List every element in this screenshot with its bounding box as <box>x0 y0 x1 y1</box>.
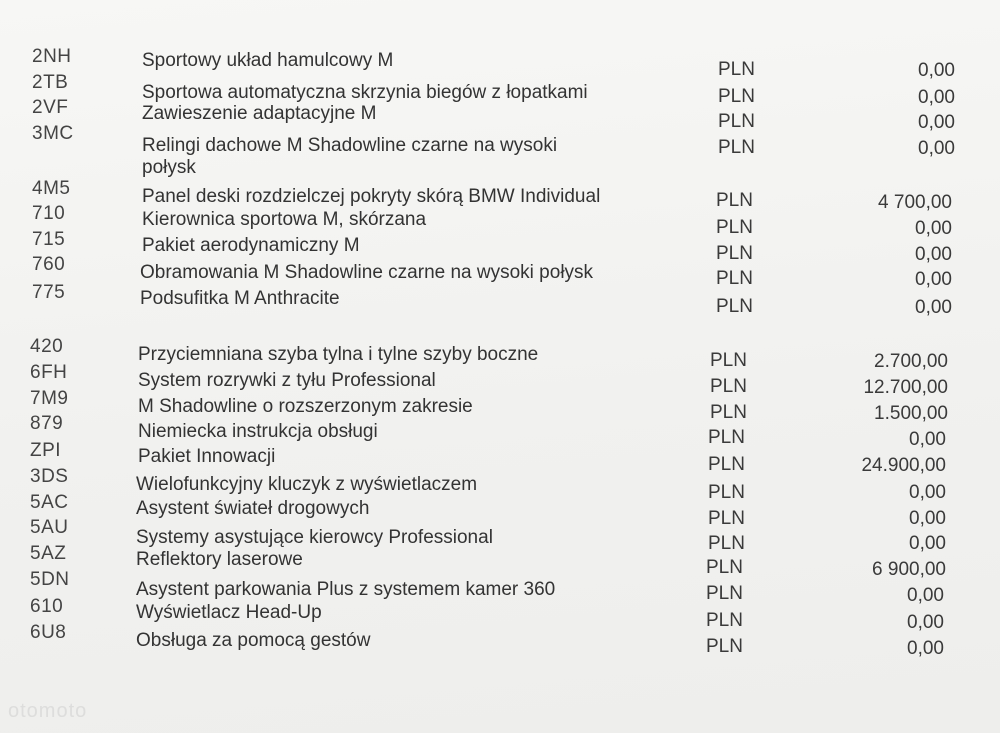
option-code: 2TB <box>32 72 69 93</box>
option-description: Zawieszenie adaptacyjne M <box>142 103 377 124</box>
option-description: Sportowy układ hamulcowy M <box>142 50 394 71</box>
table-row <box>0 178 1000 213</box>
table-row <box>0 440 1000 476</box>
amount: 0,00 <box>909 533 946 554</box>
amount: 2.700,00 <box>874 351 948 372</box>
option-code: 5AC <box>30 492 69 513</box>
option-description: Przyciemniana szyba tylna i tylne szyby boczne <box>138 344 539 365</box>
currency: PLN <box>718 111 755 132</box>
table-row <box>0 413 1000 450</box>
amount: 0,00 <box>915 218 952 239</box>
currency: PLN <box>706 610 743 631</box>
amount: 0,00 <box>915 269 952 290</box>
option-description: Kierownica sportowa M, skórzana <box>142 209 427 230</box>
amount: 0,00 <box>915 297 952 318</box>
currency: PLN <box>706 583 743 604</box>
table-row <box>0 46 1000 81</box>
currency: PLN <box>708 482 745 503</box>
option-code: 4M5 <box>32 178 71 199</box>
currency: PLN <box>708 454 745 475</box>
option-code: 5DN <box>30 569 70 590</box>
option-description: Pakiet Innowacji <box>138 446 276 467</box>
watermark: otomoto <box>8 700 88 722</box>
amount: 24.900,00 <box>861 455 946 476</box>
amount: 0,00 <box>907 585 944 606</box>
option-code: 5AZ <box>30 543 67 564</box>
currency: PLN <box>706 557 743 578</box>
currency: PLN <box>718 137 755 158</box>
currency: PLN <box>716 243 753 264</box>
option-code: 420 <box>30 336 64 357</box>
option-description: Wyświetlacz Head-Up <box>136 602 322 623</box>
option-code: 2NH <box>32 46 72 67</box>
table-row <box>0 203 1000 239</box>
table-row <box>0 622 1000 659</box>
amount: 0,00 <box>918 112 955 133</box>
table-row <box>0 97 1000 133</box>
option-description: M Shadowline o rozszerzonym zakresie <box>138 396 473 417</box>
option-code: 610 <box>30 596 64 617</box>
option-code: 2VF <box>32 97 69 118</box>
currency: PLN <box>710 376 747 397</box>
option-description-continued: połysk <box>142 157 196 178</box>
option-code: 3MC <box>32 123 74 144</box>
currency: PLN <box>706 636 743 657</box>
amount: 0,00 <box>907 638 944 659</box>
option-description: Asystent parkowania Plus z systemem kamer 360 <box>136 579 556 600</box>
option-code: 760 <box>32 254 66 275</box>
amount: 0,00 <box>907 612 944 633</box>
option-description: Sportowa automatyczna skrzynia biegów z łopatkami <box>142 82 588 103</box>
option-description: Relingi dachowe M Shadowline czarne na wysoki <box>142 135 558 156</box>
option-description: Systemy asystujące kierowcy Professional <box>136 527 493 548</box>
option-description: Reflektory laserowe <box>136 549 303 570</box>
amount: 0,00 <box>918 138 955 159</box>
currency: PLN <box>710 350 747 371</box>
option-code: 715 <box>32 229 66 250</box>
currency: PLN <box>718 86 755 107</box>
option-code: 5AU <box>30 517 69 538</box>
currency: PLN <box>710 402 747 423</box>
option-code: 3DS <box>30 466 69 487</box>
option-description: System rozrywki z tyłu Professional <box>138 370 436 391</box>
option-code: 6FH <box>30 362 68 383</box>
currency: PLN <box>718 59 755 80</box>
amount: 1.500,00 <box>874 403 948 424</box>
amount: 0,00 <box>909 482 946 503</box>
table-row <box>0 569 1000 606</box>
table-row <box>0 336 1000 372</box>
currency: PLN <box>716 268 753 289</box>
currency: PLN <box>708 533 745 554</box>
option-code: 7M9 <box>30 388 69 409</box>
amount: 12.700,00 <box>863 377 948 398</box>
option-description: Niemiecka instrukcja obsługi <box>138 421 378 442</box>
amount: 0,00 <box>918 87 955 108</box>
table-row <box>0 254 1000 290</box>
option-code: ZPI <box>30 440 62 461</box>
currency: PLN <box>716 296 753 317</box>
option-code: 710 <box>32 203 66 224</box>
amount: 4 700,00 <box>878 192 952 213</box>
option-description: Wielofunkcyjny kluczyk z wyświetlaczem <box>136 474 478 495</box>
option-description: Obsługa za pomocą gestów <box>136 630 371 651</box>
amount: 0,00 <box>918 60 955 81</box>
currency: PLN <box>716 217 753 238</box>
amount: 6 900,00 <box>872 559 946 580</box>
currency: PLN <box>716 190 753 211</box>
option-code: 6U8 <box>30 622 67 643</box>
amount: 0,00 <box>909 429 946 450</box>
table-row <box>0 123 1000 178</box>
option-description: Pakiet aerodynamiczny M <box>142 235 360 256</box>
amount: 0,00 <box>909 508 946 529</box>
table-row <box>0 362 1000 398</box>
currency: PLN <box>708 508 745 529</box>
currency: PLN <box>708 427 745 448</box>
option-code: 879 <box>30 413 64 434</box>
option-description: Podsufitka M Anthracite <box>140 288 340 309</box>
amount: 0,00 <box>915 244 952 265</box>
option-description: Panel deski rozdzielczej pokryty skórą BMW Individual <box>142 186 601 207</box>
option-description: Asystent świateł drogowych <box>136 498 370 519</box>
option-code: 775 <box>32 282 66 303</box>
option-description: Obramowania M Shadowline czarne na wysoki połysk <box>140 262 594 283</box>
table-row <box>0 282 1000 318</box>
